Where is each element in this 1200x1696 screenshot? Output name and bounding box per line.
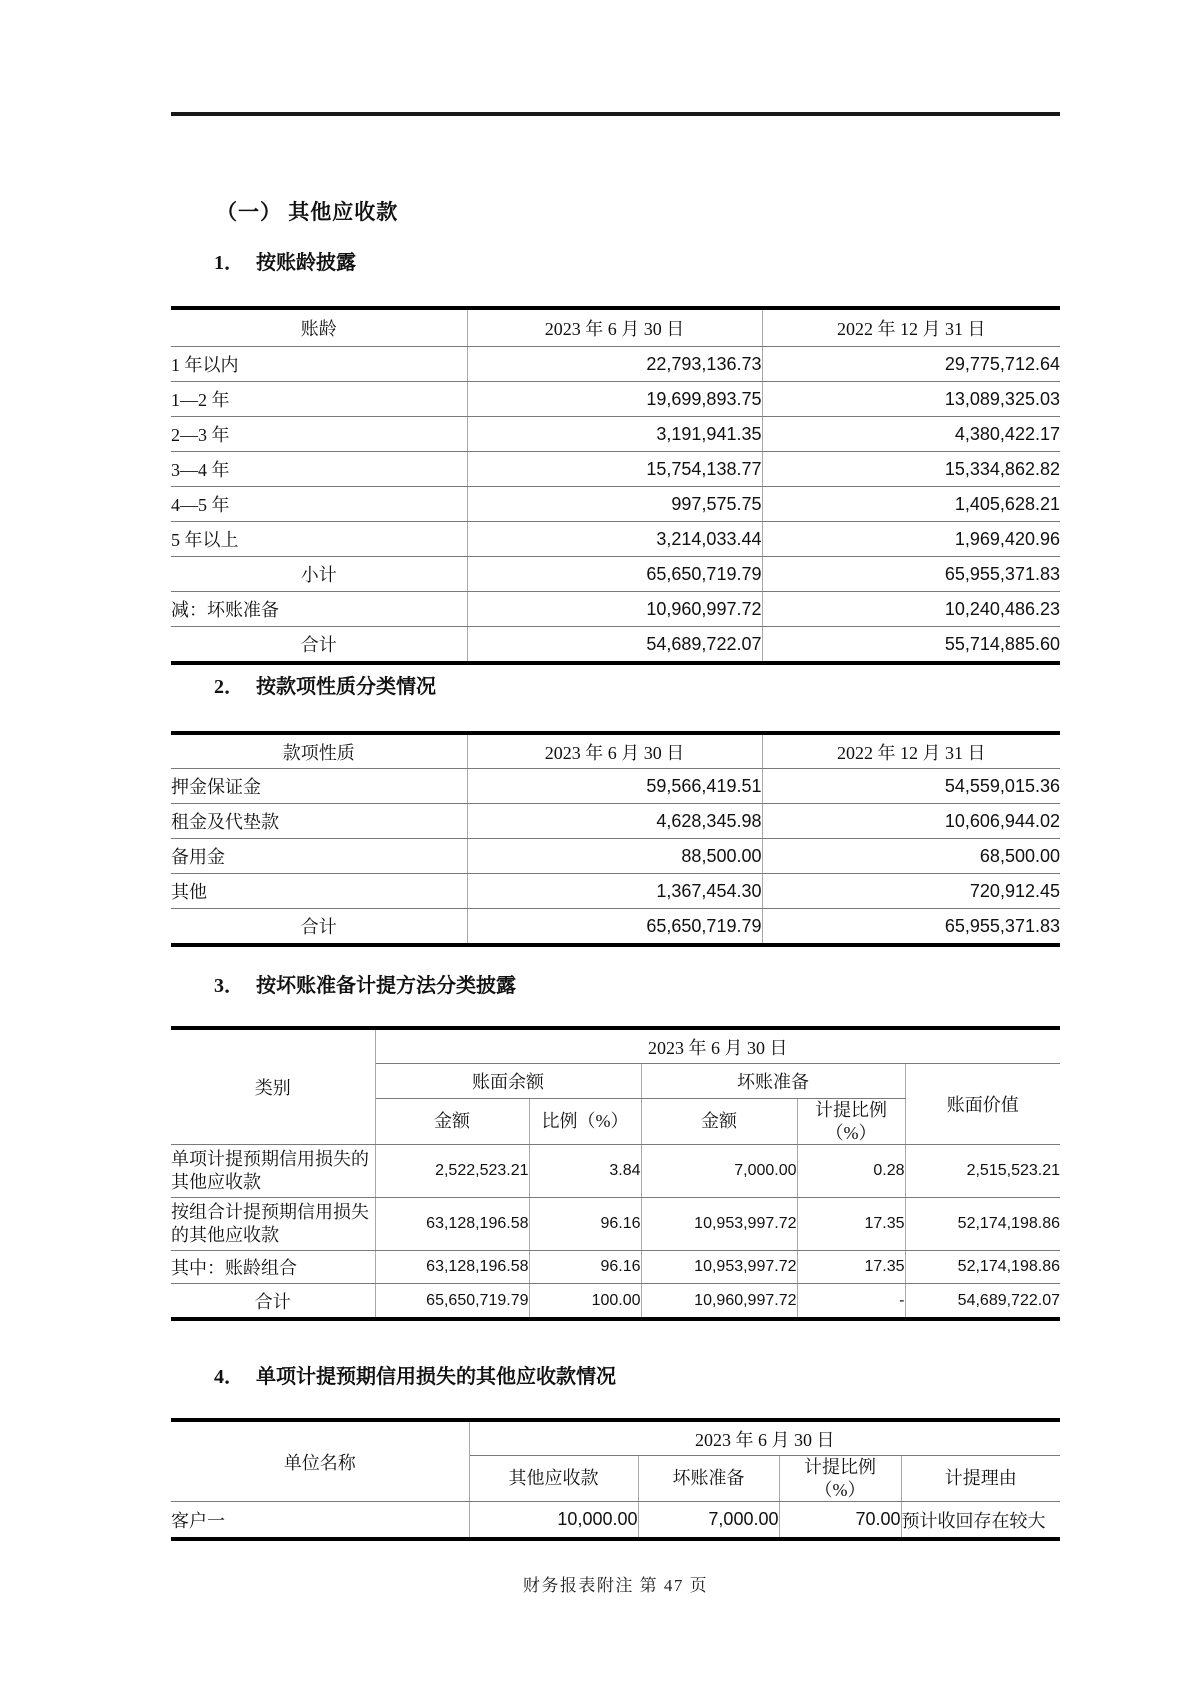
header-rule (171, 112, 1060, 116)
row-label: 备用金 (171, 839, 467, 874)
value-2023: 1,367,454.30 (467, 874, 762, 909)
value-2022: 10,606,944.02 (762, 804, 1060, 839)
table-header-row (171, 308, 1060, 347)
value-2023: 997,575.75 (467, 487, 762, 522)
bad-debt-value: 10,953,997.72 (641, 1198, 797, 1251)
col-header-amount: 金额 (375, 1099, 529, 1145)
col-header-2022: 2022 年 12 月 31 日 (762, 733, 1060, 769)
ratio-value: 100.00 (529, 1284, 641, 1320)
table-row (171, 347, 1060, 382)
col-header-bad-debt: 坏账准备 (641, 1064, 905, 1099)
row-label: 租金及代垫款 (171, 804, 467, 839)
provision-ratio-value: 70.00 (779, 1502, 901, 1540)
value-2023: 15,754,138.77 (467, 452, 762, 487)
col-header-category: 类别 (171, 1028, 375, 1145)
col-header-nature: 款项性质 (171, 733, 467, 769)
table-row (171, 1145, 1060, 1198)
col-header-aging: 账龄 (171, 308, 467, 347)
provision-reason-value: 预计收回存在较大 (901, 1502, 1060, 1540)
row-label: 其中：账龄组合 (171, 1251, 375, 1284)
amount-value: 65,650,719.79 (375, 1284, 529, 1320)
heading-number: 4． (214, 1366, 244, 1388)
row-label: 3—4 年 (171, 452, 467, 487)
amount-value: 2,522,523.21 (375, 1145, 529, 1198)
value-2022: 65,955,371.83 (762, 909, 1060, 946)
row-label: 合计 (171, 1284, 375, 1320)
col-header-book-balance: 账面余额 (375, 1064, 641, 1099)
page-footer: 财务报表附注 第 47 页 (522, 1576, 709, 1595)
total-row (171, 627, 1060, 664)
nature-classification-table (171, 731, 1060, 947)
provision-ratio-value: 17.35 (797, 1251, 905, 1284)
subsection-heading-4 (214, 1366, 1060, 1389)
col-header-entity-name: 单位名称 (171, 1420, 469, 1502)
value-2022: 54,559,015.36 (762, 769, 1060, 804)
col-header-provision-ratio: 计提比例 （%） (779, 1456, 901, 1502)
ratio-value: 96.16 (529, 1198, 641, 1251)
table-row (171, 804, 1060, 839)
table-row (171, 874, 1060, 909)
col-header-2023: 2023 年 6 月 30 日 (467, 733, 762, 769)
row-label: 合计 (171, 627, 467, 664)
amount-value: 63,128,196.58 (375, 1198, 529, 1251)
subsection-heading-1 (214, 252, 1060, 275)
table-row (171, 1502, 1060, 1540)
table-row (171, 769, 1060, 804)
col-header-ratio: 比例（%） (529, 1099, 641, 1145)
col-header-bad-debt: 坏账准备 (638, 1456, 779, 1502)
heading-title: 单项计提预期信用损失的其他应收款情况 (256, 1366, 616, 1388)
value-2022: 1,969,420.96 (762, 522, 1060, 557)
table-row (171, 487, 1060, 522)
heading-number: 2． (214, 676, 244, 698)
table-row (171, 522, 1060, 557)
table-header-row (171, 733, 1060, 769)
table-row (171, 452, 1060, 487)
bad-debt-value: 7,000.00 (641, 1145, 797, 1198)
col-header-provision-ratio: 计提比例 （%） (797, 1099, 905, 1145)
amount-value: 63,128,196.58 (375, 1251, 529, 1284)
table-row (171, 417, 1060, 452)
provision-ratio-value: 0.28 (797, 1145, 905, 1198)
table-row (171, 839, 1060, 874)
value-2022: 10,240,486.23 (762, 592, 1060, 627)
value-2022: 720,912.45 (762, 874, 1060, 909)
table-row (171, 592, 1060, 627)
aging-disclosure-table (171, 306, 1060, 665)
total-row (171, 1284, 1060, 1320)
value-2023: 88,500.00 (467, 839, 762, 874)
value-2023: 65,650,719.79 (467, 909, 762, 946)
bad-debt-value: 10,960,997.72 (641, 1284, 797, 1320)
value-2023: 3,214,033.44 (467, 522, 762, 557)
col-header-period: 2023 年 6 月 30 日 (469, 1420, 1060, 1456)
row-label: 合计 (171, 909, 467, 946)
col-header-amount: 金额 (641, 1099, 797, 1145)
col-header-other-receivables: 其他应收款 (469, 1456, 638, 1502)
individual-provision-table (171, 1418, 1060, 1541)
value-2023: 22,793,136.73 (467, 347, 762, 382)
subsection-heading-3 (214, 975, 1060, 998)
heading-number: 1． (214, 252, 244, 274)
value-2022: 13,089,325.03 (762, 382, 1060, 417)
heading-number: 3． (214, 975, 244, 997)
row-label: 按组合计提预期信用损失的其他应收款 (171, 1198, 375, 1251)
value-2022: 1,405,628.21 (762, 487, 1060, 522)
bad-debt-value: 10,953,997.72 (641, 1251, 797, 1284)
table-row (171, 1198, 1060, 1251)
book-value: 54,689,722.07 (905, 1284, 1060, 1320)
col-header-provision-reason: 计提理由 (901, 1456, 1060, 1502)
value-2022: 4,380,422.17 (762, 417, 1060, 452)
col-header-2022: 2022 年 12 月 31 日 (762, 308, 1060, 347)
row-label: 1—2 年 (171, 382, 467, 417)
ratio-value: 96.16 (529, 1251, 641, 1284)
section-heading-main: （一） 其他应收款 (216, 200, 399, 224)
total-row (171, 909, 1060, 946)
provision-ratio-value: - (797, 1284, 905, 1320)
value-2022: 68,500.00 (762, 839, 1060, 874)
provision-ratio-value: 17.35 (797, 1198, 905, 1251)
value-2022: 55,714,885.60 (762, 627, 1060, 664)
row-label: 小计 (171, 557, 467, 592)
book-value: 52,174,198.86 (905, 1251, 1060, 1284)
book-value: 52,174,198.86 (905, 1198, 1060, 1251)
subsection-heading-2 (214, 676, 1060, 699)
row-label: 2—3 年 (171, 417, 467, 452)
col-header-2023: 2023 年 6 月 30 日 (467, 308, 762, 347)
book-value: 2,515,523.21 (905, 1145, 1060, 1198)
col-header-period: 2023 年 6 月 30 日 (375, 1028, 1060, 1064)
heading-title: 按款项性质分类情况 (256, 676, 436, 698)
row-label: 单项计提预期信用损失的其他应收款 (171, 1145, 375, 1198)
page-content (171, 112, 1060, 1596)
row-label: 4—5 年 (171, 487, 467, 522)
bad-debt-method-table (171, 1026, 1060, 1321)
row-label: 客户一 (171, 1502, 469, 1540)
subtotal-row (171, 557, 1060, 592)
col-header-book-value: 账面价值 (905, 1064, 1060, 1145)
heading-title: 按坏账准备计提方法分类披露 (256, 975, 516, 997)
value-2023: 3,191,941.35 (467, 417, 762, 452)
bad-debt-value: 7,000.00 (638, 1502, 779, 1540)
value-2023: 19,699,893.75 (467, 382, 762, 417)
heading-title: 按账龄披露 (256, 252, 356, 274)
value-2023: 4,628,345.98 (467, 804, 762, 839)
table-header-row (171, 1420, 1060, 1456)
value-2023: 10,960,997.72 (467, 592, 762, 627)
value-2022: 65,955,371.83 (762, 557, 1060, 592)
row-label: 押金保证金 (171, 769, 467, 804)
value-2022: 15,334,862.82 (762, 452, 1060, 487)
value-2023: 65,650,719.79 (467, 557, 762, 592)
table-header-row (171, 1028, 1060, 1064)
table-row (171, 1251, 1060, 1284)
row-label: 1 年以内 (171, 347, 467, 382)
row-label: 5 年以上 (171, 522, 467, 557)
row-label: 减：坏账准备 (171, 592, 467, 627)
table-row (171, 382, 1060, 417)
value-2023: 59,566,419.51 (467, 769, 762, 804)
receivable-value: 10,000.00 (469, 1502, 638, 1540)
ratio-value: 3.84 (529, 1145, 641, 1198)
value-2023: 54,689,722.07 (467, 627, 762, 664)
value-2022: 29,775,712.64 (762, 347, 1060, 382)
row-label: 其他 (171, 874, 467, 909)
